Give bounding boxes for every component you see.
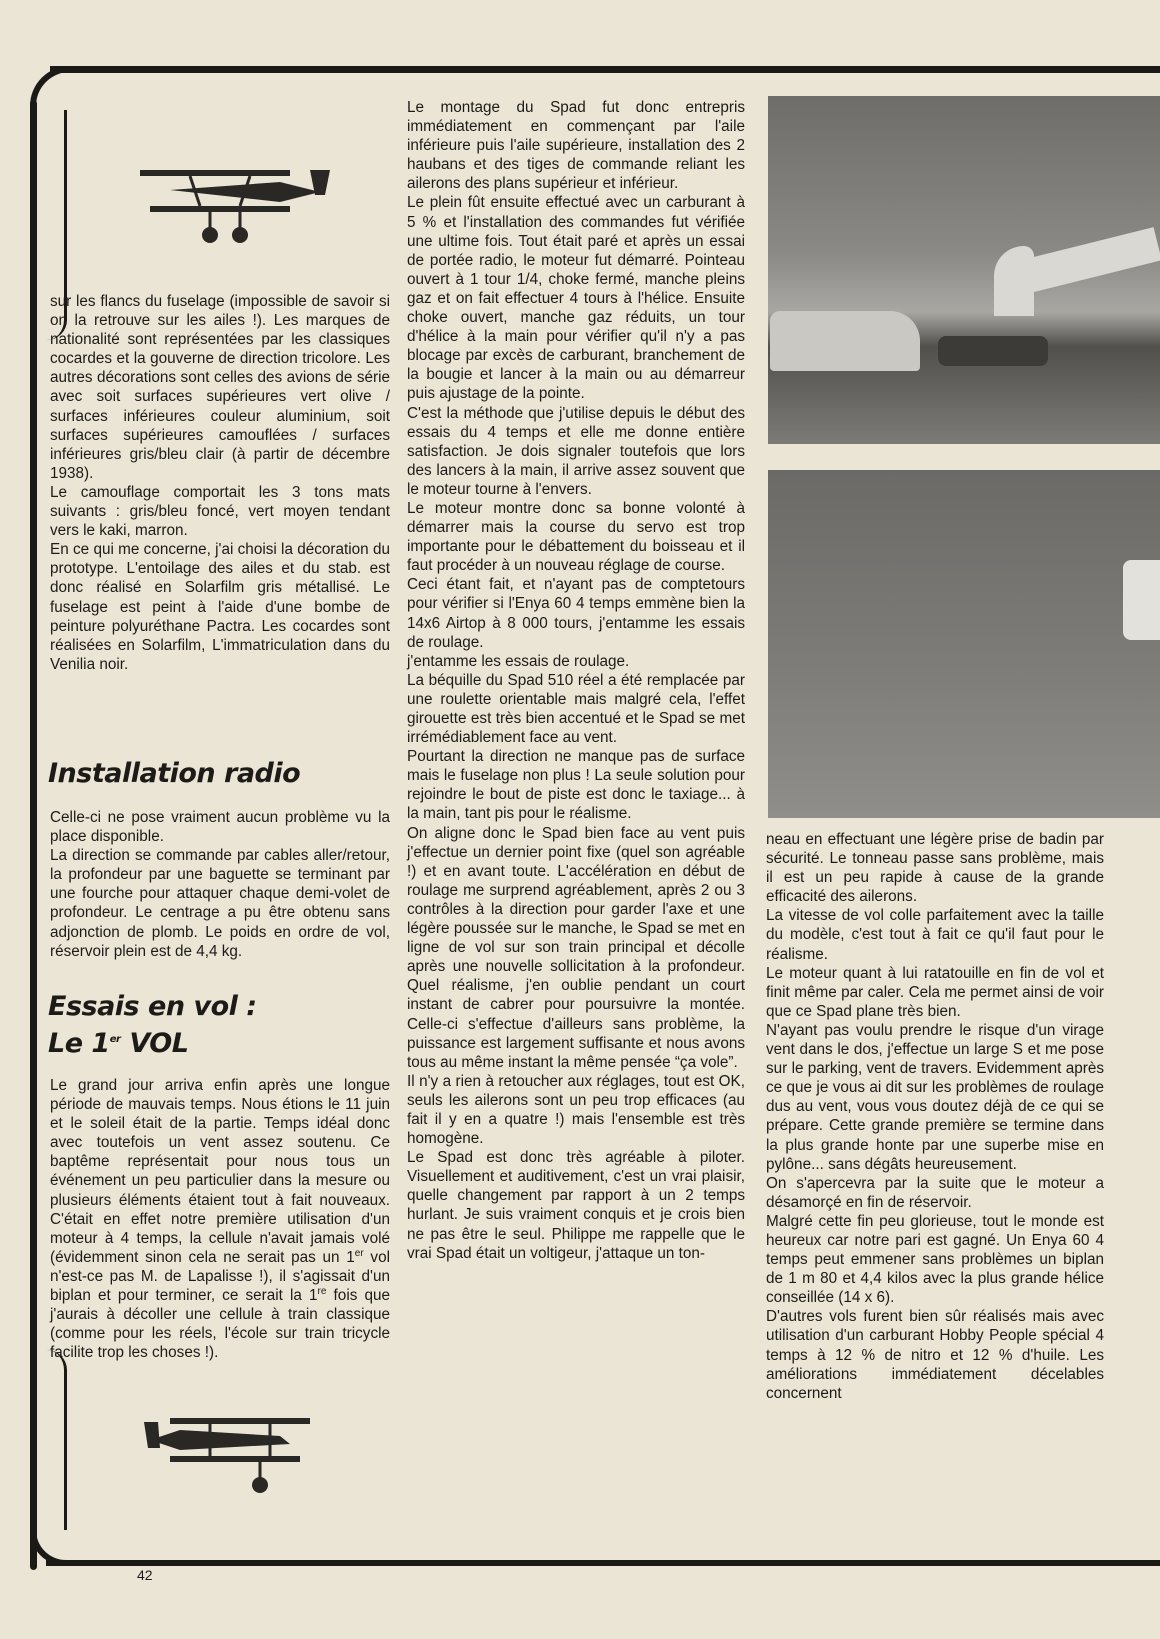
paragraph: En ce qui me concerne, j'ai choisi la décoration du prototype. L'entoilage des ailes et du stab. est donc réalisé en Solarfilm gris métallisé. Le fuselage est peint à l'aide d'une bombe de peinture polyuréthane Pactra. Les cocardes sont réalisées en Solarfilm, L'immatriculation dans du Venilia noir. [50, 541, 390, 673]
paragraph: Le Spad est donc très agréable à piloter. Visuellement et auditivement, c'est un vrai plaisir, quelle changement par rapport à un 2 temps hurlant. Je suis vraiment conquis et je crois bien ne pas être le seul. Philippe me rappelle que le vrai Spad était un voltigeur, j'attaque un ton- [407, 1149, 745, 1262]
paragraph: Il n'y a rien à retoucher aux réglages, tout est OK, seuls les ailerons sont un peu trop efficaces (au fait il y en a quatre !) mais l'ensemble est très homogène. [407, 1072, 745, 1148]
paragraph: Le plein fût ensuite effectué avec un carburant à 5 % et l'installation des commandes fut vérifiée une ultime fois. Tout était paré et après un essai de portée radio, le moteur fut démarré. Pointeau ouvert à 1 tour 1/4, choke fermé, manche pleins gaz et on fait effectuer 4 tours à l'hélice. Ensuite choke ouvert, manche gaz réduits, un tour d'hélice à la main pour vérifier qu'il n'y a pas blocage par excès de carburant, branchement de la bougie et lancer à la main ou au démarreur puis ajustage de la pointe. [407, 194, 745, 403]
paragraph: Le montage du Spad fut donc entrepris immédiatement en commençant par l'aile inférieure puis l'aile supérieure, installation des 2 haubans et des tiges de commande reliant les ailerons des plans supérieur et inférieur. [407, 99, 745, 193]
article-column-1-radio [50, 808, 390, 961]
article-column-2 [407, 98, 745, 1263]
photo-model-closeup [768, 470, 1160, 818]
biplane-illustration [140, 1400, 320, 1500]
paragraph: On s'apercevra par la suite que le moteur a désamorçé en fin de réservoir. [766, 1174, 1104, 1211]
biplane-illustration [130, 140, 340, 250]
paragraph: Le grand jour arriva enfin après une longue période de mauvais temps. Nous étions le 11 juin et le soleil était de la partie. Temps idéal donc avec toutefois un vent assez soutenu. Ce baptême représentait pour nous tous un événement un peu particulier dans la mesure ou plusieurs éléments étaient tout à fait nouveaux. C'était en effet notre première utilisation d'un moteur à 4 temps, la cellule n'avait jamais volé (évidemment sinon cela ne serait pas un 1er vol n'est-ce pas M. de Lapalisse !), il s'agissait d'un biplan et pour terminer, ce serait la 1re fois que j'aurais à décoller une cellule à train classique (comme pour les réels, l'école sur train tricycle facilite trop les choses !). [50, 1077, 391, 1362]
paragraph: Le camouflage comportait les 3 tons mats suivants : gris/bleu foncé, vert moyen tendant vers le kaki, marron. [50, 483, 390, 540]
frame-left-border [30, 100, 37, 1570]
frame-bottom-border [46, 1560, 1160, 1566]
paragraph: Ceci étant fait, et n'ayant pas de comptetours pour vérifier si l'Enya 60 4 temps emmène bien la 14x6 Airtop à 8 000 tours, j'entamme les essais de roulage. [407, 576, 745, 651]
paragraph: Pourtant la direction ne manque pas de surface mais le fuselage non plus ! La seule solution pour rejoindre le bout de piste est donc le taxiage... à la main, tant pis pour le réalisme. [407, 748, 745, 823]
paragraph: j'entamme les essais de roulage. [407, 652, 630, 670]
paragraph: Le moteur quant à lui ratatouille en fin de vol et finit même par caler. Cela me permet ainsi de voir que ce Spad plane très bien. [766, 964, 1104, 1020]
article-column-1-vol [50, 1076, 390, 1362]
paragraph: La vitesse de vol colle parfaitement avec la taille du modèle, c'est tout à fait ce qu'il faut pour le réalisme. [766, 907, 1104, 963]
photo-airfield [768, 96, 1160, 444]
paragraph: N'ayant pas voulu prendre le risque d'un virage vent dans le dos, j'effectue un large S et me pose sur le parking, vent de travers. Evidemment après ce que je vous ai dit sur les problèmes de roulage dus au vent, vous vous doutez déjà de ce qui se prépare. Cette grande première se termine dans la plus grande honte par une superbe mise en pylône... sans dégâts heureusement. [766, 1021, 1104, 1173]
frame-flourish [42, 1350, 67, 1530]
article-column-1 [50, 292, 390, 674]
section-heading: Installation radio [48, 758, 301, 789]
paragraph: Malgré cette fin peu glorieuse, tout le monde est heureux car notre pari est gagné. Un Enya 60 4 temps peut emmener sans problèmes un biplan de 1 m 80 et 4,4 kilos avec la plus grande hélice conseillée (14 x 6). [766, 1212, 1104, 1307]
paragraph: D'autres vols furent bien sûr réalisés mais avec utilisation d'un carburant Hobby People spécial 4 temps à 12 % de nitro et 12 % d'huile. Les améliorations immédiatement décelables concernent [766, 1308, 1104, 1402]
paragraph: La direction se commande par cables aller/retour, la profondeur par une baguette se terminant par une fourche pour attaquer chaque demi-volet de profondeur. Le centrage a pu être obtenu sans adjonction de plomb. Le poids en ordre de vol, réservoir plein est de 4,4 kg. [50, 847, 390, 960]
paragraph: La béquille du Spad 510 réel a été remplacée par une roulette orientable mais malgré cela, l'effet girouette est très bien accentué et le Spad se met irrémédiablement face au vent. [407, 671, 745, 747]
paragraph: On aligne donc le Spad bien face au vent puis j'effectue un dernier point fixe (quel son agréable !) et en avant toute. L'accélération en début de roulage me surprend agréablement, après 2 ou 3 contrôles à la direction pour garder l'axe et une légère poussée sur le manche, le Spad se met en ligne de vol sur son train principal et décolle après une nouvelle sollicitation à la profondeur. Quel réalisme, j'en oublie pendant un court instant de cabrer pour poursuivre la montée. Celle-ci s'effectue d'ailleurs sans problème, la puissance est largement suffisante et nous avons tous au même instant la même pensée “ça vole”. [407, 824, 745, 1071]
frame-corner-ornament [30, 66, 76, 112]
paragraph: Celle-ci ne pose vraiment aucun problème vu la place disponible. [50, 809, 390, 846]
section-subheading: Le 1er VOL [48, 1028, 189, 1059]
section-heading: Essais en vol : [48, 991, 257, 1022]
paragraph: Le moteur montre donc sa bonne volonté à démarrer mais la course du servo est trop importante pour le débattement du boisseau et il faut procéder à un nouveau réglage de course. [407, 499, 745, 575]
page-number: 42 [137, 1567, 153, 1583]
frame-top-border [50, 66, 1160, 73]
paragraph: neau en effectuant une légère prise de badin par sécurité. Le tonneau passe sans problème, mais il est un peu rapide à cause de la grande efficacité des ailerons. [766, 831, 1104, 906]
paragraph: sur les flancs du fuselage (impossible de savoir si on la retrouve sur les ailes !). Les marques de nationalité sont représentées par les classiques cocardes et la gouverne de direction tricolore. Les autres décorations sont celles des avions de série avec soit surfaces supérieures vert olive / surfaces inférieures couleur aluminium, soit surfaces supérieures camouflées / surfaces inférieures gris/bleu clair (à partir de décembre 1938). [50, 293, 390, 482]
paragraph: C'est la méthode que j'utilise depuis le début des essais du 4 temps et elle me donne entière satisfaction. Je dois signaler toutefois que lors des lancers à la main, il arrive assez souvent que le moteur tourne à l'envers. [407, 404, 745, 498]
article-column-3 [766, 830, 1104, 1403]
